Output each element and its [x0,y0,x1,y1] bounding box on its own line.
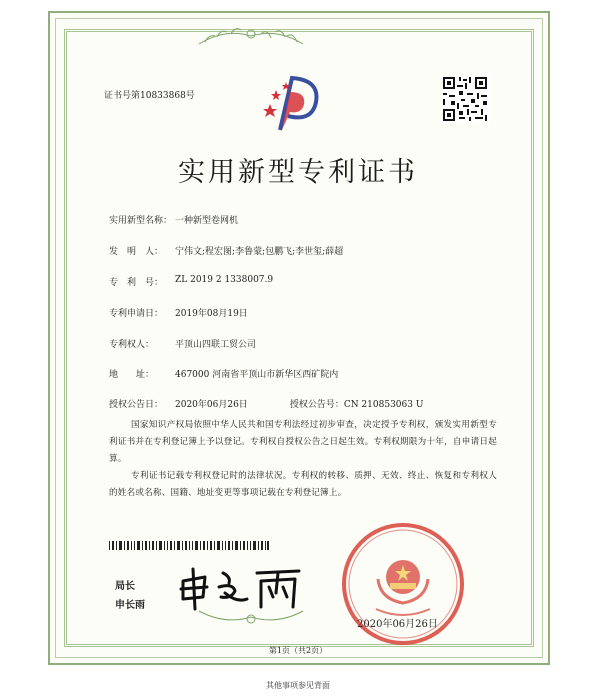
field-label: 专利申请日： [109,309,164,319]
garland-ornament-top [195,22,307,50]
field-value: 2020年06月26日 [175,400,248,410]
statement-paragraph-1: 国家知识产权局依照中华人民共和国专利法经过初步审查，决定授予专利权，颁发实用新型专利证书并在专利登记簿上予以登记。专利权自授权公告之日起生效。专利权期限为十年，自申请日起算。 [109,420,497,464]
field-application-date [109,306,248,319]
statement-paragraph-2: 专利证书记载专利权登记时的法律状况。专利权的转移、质押、无效、终止、恢复和专利权人的姓名或名称、国籍、地址变更等事项记载在专利登记簿上。 [109,471,497,498]
handwritten-signature [175,563,305,611]
qr-code-icon [441,75,489,123]
footer-note: 其他事项参见背面 [266,681,330,690]
page-info: 第1页（共2页） [268,646,328,655]
seal-date: 2020年06月26日 [357,619,438,630]
certificate-number: 证书号第10833868号 [104,91,195,101]
field-label: 发 明 人： [109,247,164,257]
announcement-number: 授权公告号：CN 210853063 U [289,400,424,410]
field-value: ZL 2019 2 1338007.9 [175,275,274,285]
field-grant-date [109,397,423,410]
field-value: 2019年08月19日 [175,309,248,319]
field-patent-number [109,275,273,288]
field-value: 平顶山四联工贸公司 [175,340,257,350]
cnipa-logo-icon [260,70,326,136]
field-utility-model-name [109,213,238,226]
field-address [109,367,338,380]
director-title: 局长 [115,581,135,592]
field-value: 宁伟文;程宏图;李鲁蒙;包鹏飞;李世玺;薛超 [175,247,344,257]
page-title: 实用新型专利证书 [178,157,418,188]
field-label: 专利权人： [109,340,155,350]
field-value: 467000 河南省平顶山市新华区西矿院内 [175,370,339,380]
field-inventors [109,244,343,257]
field-value: 一种新型卷网机 [175,216,239,226]
field-patentee [109,337,256,350]
field-label: 授权公告日： [109,400,164,410]
garland-ornament-bottom [195,605,307,629]
field-label: 地 址： [109,370,155,380]
field-label: 专 利 号： [109,278,164,288]
field-label: 实用新型名称： [109,216,173,226]
barcode-icon [109,541,269,550]
director-name: 申长雨 [115,600,145,611]
